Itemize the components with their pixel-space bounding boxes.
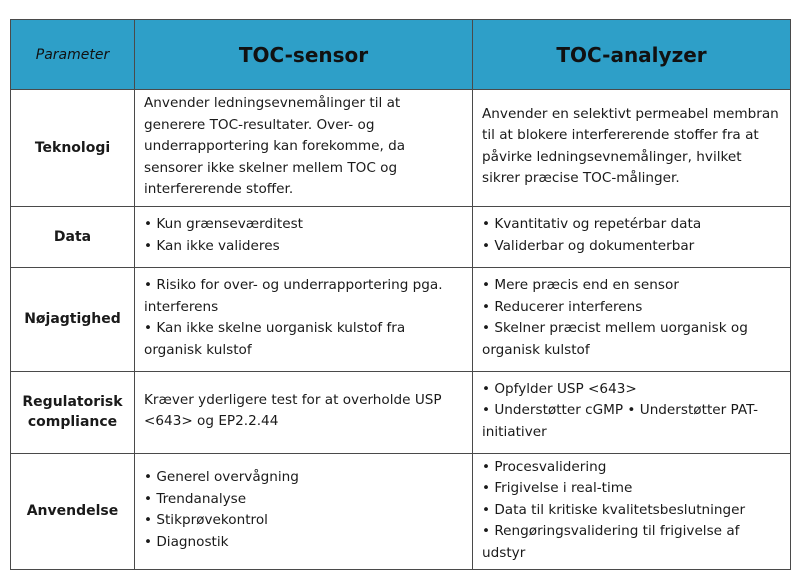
sensor-cell (135, 453, 473, 570)
bullet-item: • Kan ikke skelne uorganisk kulstof fra organisk kulstof (144, 320, 406, 358)
table-row (11, 267, 791, 371)
analyzer-cell (473, 90, 791, 207)
row-label (11, 267, 135, 371)
bullet-item: • Skelner præcist mellem uorganisk og organisk kulstof (482, 320, 748, 358)
sensor-cell (135, 371, 473, 453)
table-row (11, 453, 791, 570)
analyzer-cell (473, 453, 791, 570)
row-label-text: Nøjagtighed (24, 311, 121, 327)
bullet-item: • Diagnostik (144, 533, 229, 550)
bullet-item: • Data til kritiske kvalitetsbeslutninger (482, 501, 746, 518)
table-row (11, 371, 791, 453)
cell-text: Anvender ledningsevnemålinger til at generere TOC-resultater. Over- og underrapportering kan forekomme, da sensorer ikke skelner mellem TOC og interfererende stoffer. (144, 95, 406, 197)
row-label-text: Regulatorisk (22, 394, 123, 410)
analyzer-cell (473, 267, 791, 371)
row-label (11, 371, 135, 453)
bullet-item: • Frigivelse i real-time (482, 480, 633, 496)
comparison-table (10, 19, 791, 570)
bullet-item: • Validerbar og dokumenterbar (482, 237, 695, 254)
row-label-text: Data (53, 228, 92, 245)
row-label-text: Teknologi (34, 139, 111, 156)
row-label-text: compliance (27, 414, 118, 430)
header-toc-analyzer: TOC-analyzer (473, 20, 791, 90)
header-row (11, 20, 791, 90)
cell-text: Anvender en selektivt permeabel membran til at blokere interfererende stoffer fra at påvirke ledningsevnemålinger, hvilket sikrer præcise TOC-målinger. (482, 105, 779, 187)
bullet-item: • Kan ikke valideres (144, 237, 280, 254)
row-label (11, 206, 135, 267)
sensor-cell (135, 206, 473, 267)
analyzer-cell (473, 371, 791, 453)
header-parameter: Parameter (11, 20, 135, 90)
cell-text: Kræver yderligere test for at overholde USP <643> og EP2.2.44 (144, 391, 442, 429)
analyzer-cell (473, 206, 791, 267)
bullet-item: • Understøtter cGMP • Understøtter PAT-initiativer (482, 402, 759, 440)
bullet-item: • Mere præcis end en sensor (482, 277, 679, 293)
row-label (11, 90, 135, 207)
bullet-item: • Reducerer interferens (482, 298, 643, 315)
bullet-item: • Trendanalyse (144, 490, 247, 507)
bullet-item: • Generel overvågning (144, 469, 299, 486)
bullet-item: • Kvantitativ og repetérbar data (482, 216, 702, 232)
bullet-item: • Opfylder USP <643> (482, 380, 637, 397)
bullet-item: • Rengøringsvalidering til frigivelse af udstyr (482, 523, 740, 561)
bullet-item: • Kun grænseværditest (144, 216, 304, 232)
sensor-cell (135, 267, 473, 371)
header-toc-sensor: TOC-sensor (135, 20, 473, 90)
table-row (11, 206, 791, 267)
bullet-item: • Stikprøvekontrol (144, 512, 268, 529)
bullet-item: • Risiko for over- og underrapportering pga. interferens (144, 277, 443, 315)
sensor-cell (135, 90, 473, 207)
row-label (11, 453, 135, 570)
bullet-item: • Procesvalidering (482, 458, 607, 475)
table-row (11, 90, 791, 207)
row-label-text: Anvendelse (26, 503, 119, 520)
